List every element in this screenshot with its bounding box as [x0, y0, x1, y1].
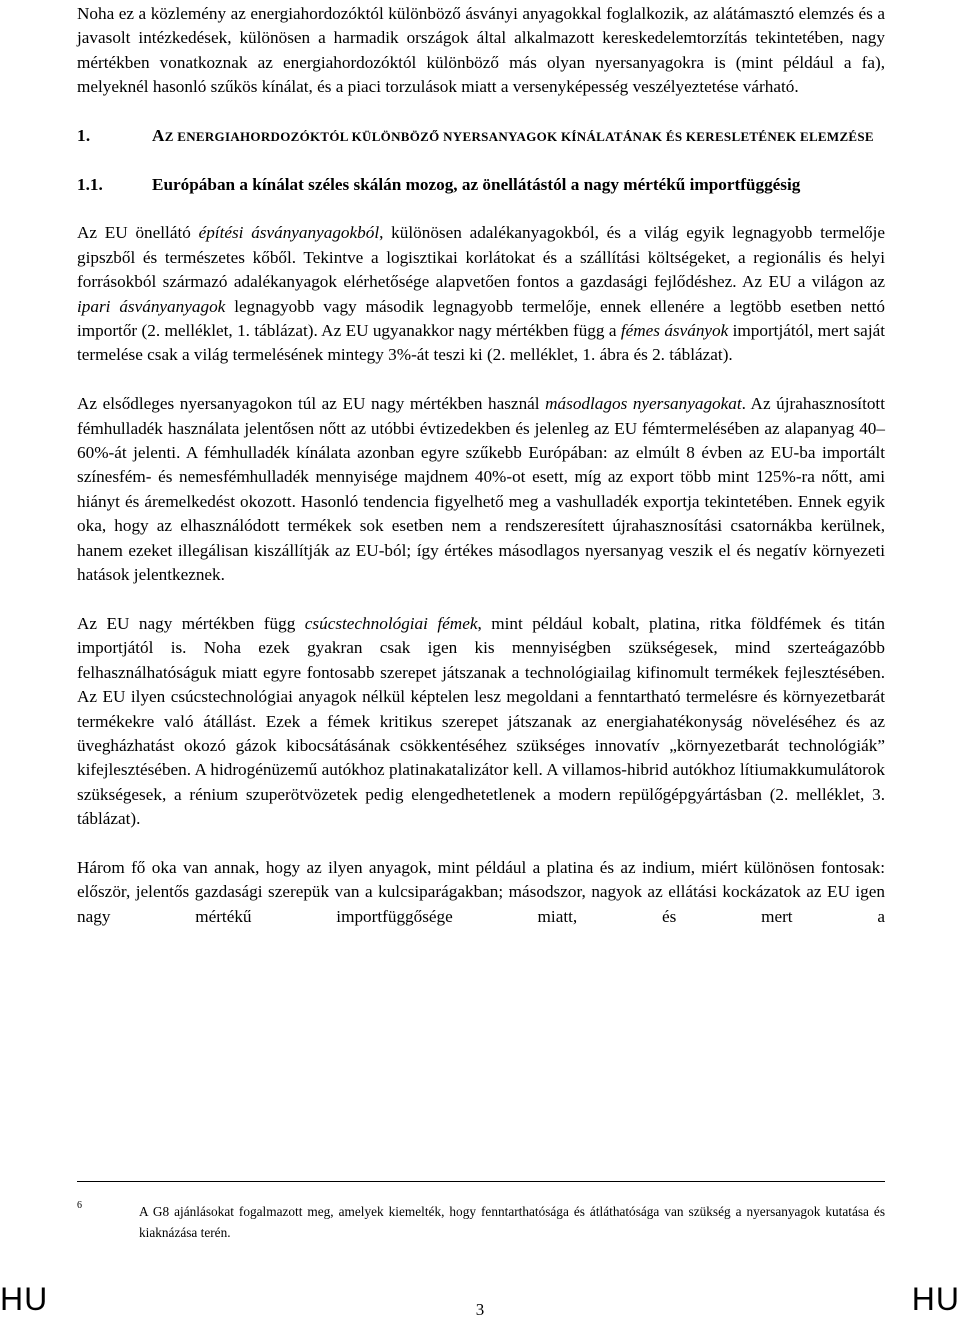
- subsection-title: Európában a kínálat széles skálán mozog, az önellátástól a nagy mértékű importfüggésig: [152, 174, 801, 194]
- text-run: , különösen adalékanyagokból, és a világ egyik legnagyobb termelője gipszből és természetes kőből. Tekintve a logisztikai korlátokat és a szállítási költségeket, a regionális és helyi forrásokból származó adalékanyagok elérhetősége alapvetően fontos a gazdasági fejlődéshez. Az EU a világon az: [77, 223, 885, 292]
- italic-term: csúcstechnológiai fémek: [304, 613, 478, 633]
- footnote-text: A G8 ajánlásokat fogalmazott meg, amelyek kiemelték, hogy fenntarthatósága és átláthatósága van szükség a nyersanyagok kutatása és kiaknázása terén.: [139, 1204, 885, 1240]
- text-run: Az elsődleges nyersanyagokon túl az EU nagy mértékben használ: [77, 394, 546, 414]
- secondary-raw-materials-paragraph: [77, 392, 885, 587]
- section-heading: [77, 124, 885, 149]
- text-run: importjától, mert saját termelése csak a világ termelésének mintegy 3%-át teszi ki (2. melléklet, 1. ábra és 2. táblázat).: [77, 321, 885, 365]
- language-code-left: HU: [0, 1281, 49, 1317]
- footnote-number: 6: [77, 1200, 82, 1211]
- footnote-divider: [77, 1181, 885, 1182]
- page-number: 3: [475, 1300, 485, 1319]
- high-tech-metals-paragraph: [77, 612, 885, 832]
- language-code-right: HU: [911, 1281, 960, 1317]
- text-run: . Az újrahasznosított fémhulladék használata jelentősen nőtt az utóbbi évtizedekben és jelenleg az EU fémtermelésében az alapanyag 40–60%-át jelenti. A fémhulladék kínálata azonban egyre szűkebb Európában: az elmúlt 8 évben az EU-ba importált színesfém- és nemesfémhulladék mennyisége majdnem 40%-ot esett, míg az export több mint 125%-ra nőtt, ami hiányt és áremelkedést okozott. Hasonló tendencia figyelhető meg a vashulladék exportja tekintetében. Ennek egyik oka, hogy az elhasználódott termékek sok esetben nem a rendszeresített újrahasznosítási csatornákba kerülnek, hanem ezeket illegálisan kiszállítják az EU-ból; így értékes másodlagos nyersanyag veszik el és negatív környezeti hatások jelentkeznek.: [77, 394, 885, 585]
- italic-term: másodlagos nyersanyagokat: [545, 394, 742, 414]
- footnote: [77, 1201, 885, 1243]
- italic-term: ipari ásványanyagok: [77, 296, 226, 316]
- three-reasons-paragraph: [77, 856, 885, 929]
- subsection-heading: [77, 173, 885, 197]
- text-run: legnagyobb vagy második legnagyobb termelője, ennek ellenére a legtöbb esetben nettó importőr (2. melléklet, 1. táblázat). Az EU ugyanakkor nagy mértékben függ a: [77, 296, 885, 341]
- construction-minerals-paragraph: [77, 221, 885, 367]
- subsection-number: 1.1.: [77, 174, 103, 194]
- document-body: [77, 2, 885, 929]
- italic-term: fémes ásványok: [620, 321, 729, 341]
- section-title: AZ ENERGIAHORDOZÓKTÓL KÜLÖNBÖZŐ NYERSANYAGOK KÍNÁLATÁNAK ÉS KERESLETÉNEK ELEMZÉSE: [152, 125, 874, 145]
- section-number: 1.: [77, 125, 91, 145]
- text-run: Az EU nagy mértékben függ: [77, 613, 305, 633]
- italic-term: építési ásványanyagokból: [198, 223, 380, 243]
- intro-paragraph: [77, 2, 885, 100]
- text-run: Az EU önellátó: [77, 223, 199, 243]
- text-run: Noha ez a közlemény az energiahordozóktól különböző ásványi anyagokkal foglalkozik, az alátámasztó elemzés és a javasolt intézkedések, különösen a harmadik országok által alkalmazott kereskedelemtorzítás tekintetében, nagy mértékben vonatkoznak az energiahordozóktól különböző más olyan nyersanyagokra is (mint például a fa), melyeknél hasonló szűkös kínálat, és a piaci torzulások miatt a versenyképesség veszélyeztetése várható.: [77, 4, 885, 97]
- text-run: , mint például kobalt, platina, ritka földfémek és titán importjától is. Noha ezek gyakran csak igen kis mennyiségben szükségesek, mind szerteágazóbb felhasználhatóságuk miatt egyre fontosabb szerepet játszanak a technológiailag kifinomult termékek fejlesztésében. Az EU ilyen csúcstechnológiai anyagok nélkül képtelen lesz megoldani a fenntartható termelésre és környezetbarát termékekre való átállást. Ezek a fémek kritikus szerepet játszanak az energiahatékonyság növeléséhez és az üvegházhatást okozó gázok kibocsátásának csökkentéséhez szükséges innovatív „környezetbarát technológiák” kifejlesztésében. A hidrogénüzemű autókhoz platinakatalizátor kell. A villamos-hibrid autókhoz lítiumakkumulátorok szükségesek, a rénium szuperötvözetek pedig elengedhetetlenek a modern repülőgépgyártásban (2. melléklet, 3. táblázat).: [77, 613, 885, 829]
- text-run: Három fő oka van annak, hogy az ilyen anyagok, mint például a platina és az indium, miért különösen fontosak: először, jelentős gazdasági szerepük van a kulcsiparágakban; másodszor, nagyok az ellátási kockázatok az EU igen nagy mértékű importfüggősége miatt, és mert a: [77, 857, 885, 926]
